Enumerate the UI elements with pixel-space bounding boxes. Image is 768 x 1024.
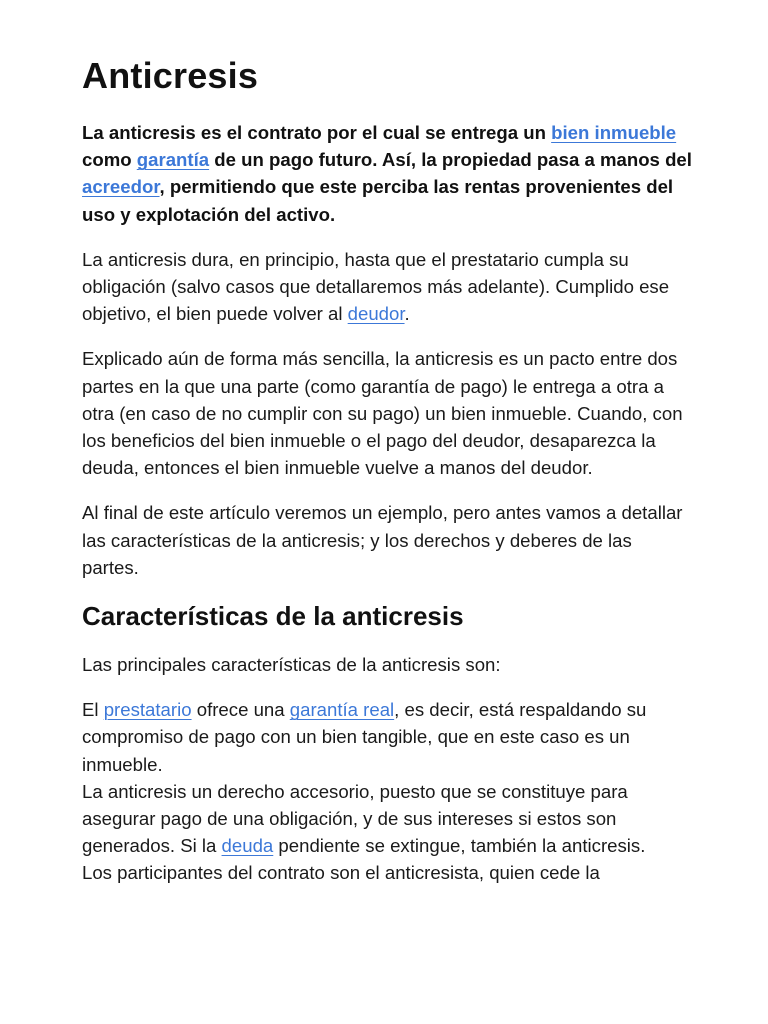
link-deudor[interactable]: deudor: [347, 303, 405, 325]
lead-paragraph: [82, 119, 692, 228]
lead-text-3: de un pago futuro. Así, la propiedad pasa a manos del: [209, 149, 692, 171]
lead-text-1: La anticresis es el contrato por el cual se entrega un: [82, 122, 552, 143]
p1-text-1: La anticresis dura, en principio, hasta que el prestatario cumpla su obligación (salvo casos que detallaremos más adelante). Cumplido ese objetivo, el bien puede volver al: [82, 248, 670, 325]
lead-text-4: , permitiendo que este perciba las rentas provenientes del uso y explotación del activo.: [82, 176, 674, 225]
item1-text-3: , es decir, está respaldando su compromiso de pago con un bien tangible, que en este caso es un inmueble.: [82, 699, 647, 775]
section-title: Características de la anticresis: [82, 601, 464, 632]
paragraph-duration: [82, 246, 692, 328]
item1-text-1: El: [82, 699, 104, 721]
paragraph-explanation: Explicado aún de forma más sencilla, la anticresis es un pacto entre dos partes en la que una parte (como garantía de pago) le entrega a otra a otra (en caso de no cumplir con su pago) un bien inmueble. Cuando, con los beneficios del bien inmueble o el pago del deudor, desaparezca la deuda, entonces el bien inmueble vuelve a manos del deudor.: [82, 348, 683, 479]
characteristic-item: Los participantes del contrato son el anticresista, quien cede la: [82, 862, 600, 884]
page-title: Anticresis: [82, 55, 259, 96]
characteristic-item: [82, 778, 692, 860]
characteristic-item: [82, 696, 692, 778]
item2-text-2: pendiente se extingue, también la anticresis.: [273, 835, 646, 857]
article: [82, 52, 692, 887]
link-acreedor[interactable]: acreedor: [82, 176, 160, 198]
link-garantia[interactable]: garantía: [136, 149, 210, 171]
p1-text-2: .: [404, 303, 410, 325]
link-bien-inmueble[interactable]: bien inmueble: [551, 122, 677, 143]
link-deuda[interactable]: deuda: [221, 835, 274, 857]
link-prestatario[interactable]: prestatario: [103, 699, 192, 721]
link-garantia-real[interactable]: garantía real: [289, 699, 395, 721]
paragraph-intro-example: Al final de este artículo veremos un ejemplo, pero antes vamos a detallar las características de la anticresis; y los derechos y deberes de las partes.: [82, 502, 683, 578]
lead-text-2: como: [82, 149, 137, 171]
item2-text-1: La anticresis un derecho accesorio, puesto que se constituye para asegurar pago de una obligación, y de sus intereses si estos son generados. Si la: [82, 780, 628, 857]
item1-text-2: ofrece una: [191, 699, 290, 721]
paragraph-characteristics-intro: Las principales características de la anticresis son:: [82, 654, 501, 676]
